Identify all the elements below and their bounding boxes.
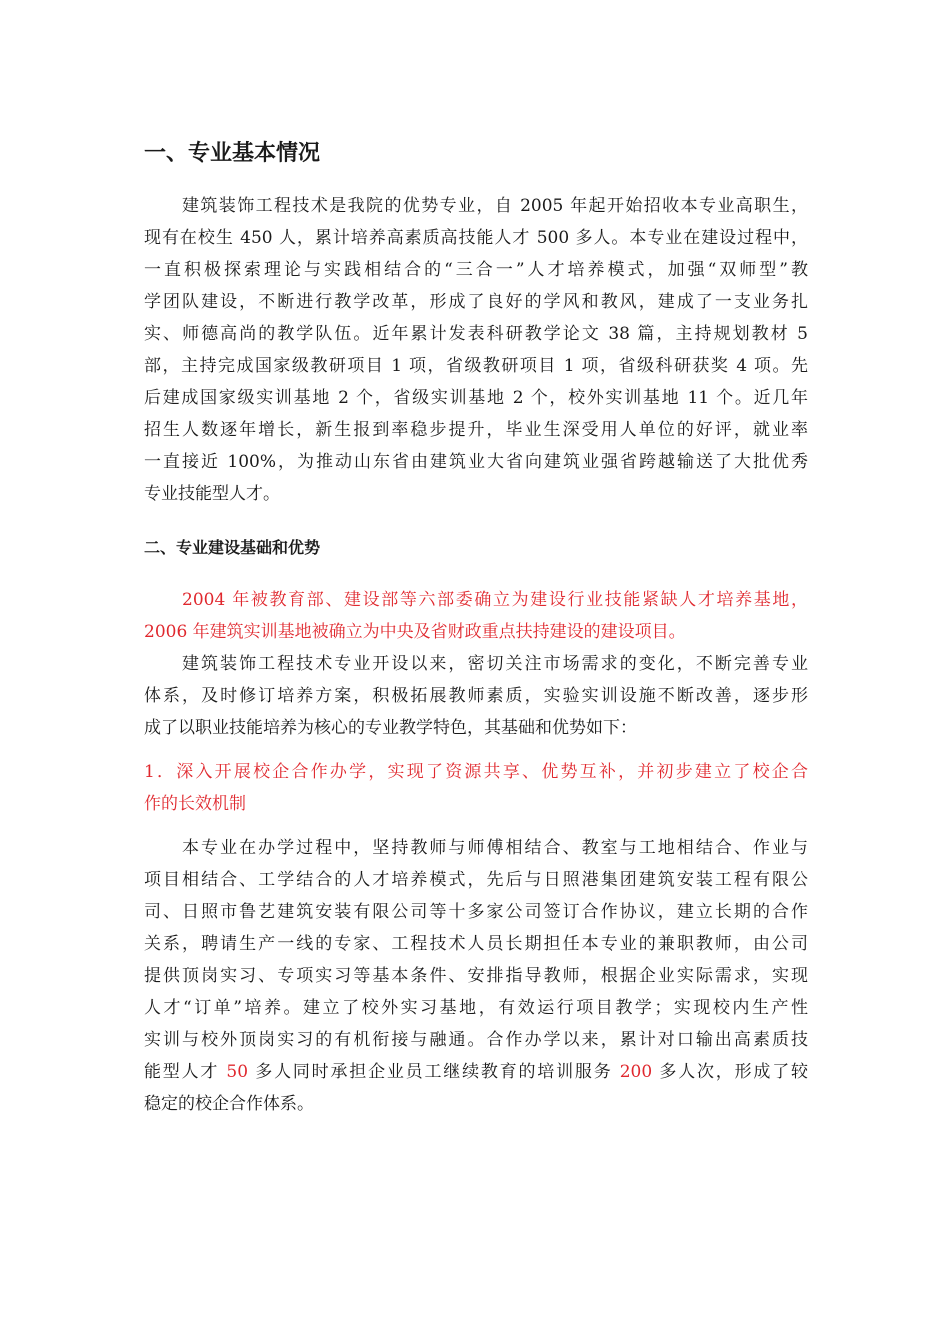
paragraph-line: 成了以职业技能培养为核心的专业教学特色，其基础和优势如下： bbox=[144, 718, 637, 738]
paragraph-line: 项目相结合、工学结合的人才培养模式，先后与日照港集团建筑安装工程有限公 bbox=[144, 870, 808, 890]
paragraph-line: 一直积极探索理论与实践相结合的“三合一”人才培养模式，加强“双师型”教 bbox=[144, 260, 808, 280]
paragraph-line: 本专业在办学过程中，坚持教师与师傅相结合、教室与工地相结合、作业与 bbox=[182, 838, 808, 858]
paragraph-line: 稳定的校企合作体系。 bbox=[144, 1094, 314, 1114]
paragraph-line: 关系，聘请生产一线的专家、工程技术人员长期担任本专业的兼职教师，由公司 bbox=[144, 934, 808, 954]
paragraph-line: 学团队建设，不断进行教学改革，形成了良好的学风和教风，建成了一支业务扎 bbox=[144, 292, 808, 312]
highlight-line: 2006 年建筑实训基地被确立为中央及省财政重点扶持建设的建设项目。 bbox=[144, 622, 686, 642]
section-1-paragraph bbox=[144, 190, 808, 510]
paragraph-line: 司、日照市鲁艺建筑安装有限公司等十多家公司签订合作协议，建立长期的合作 bbox=[144, 902, 808, 922]
highlight-number: 50 bbox=[226, 1062, 249, 1082]
paragraph-line: 建筑装饰工程技术是我院的优势专业，自 2005 年起开始招收本专业高职生， bbox=[182, 196, 808, 216]
subsection-1-paragraph bbox=[144, 832, 808, 1120]
paragraph-line: 后建成国家级实训基地 2 个，省级实训基地 2 个，校外实训基地 11 个。近几年 bbox=[144, 388, 808, 408]
paragraph-line: 部，主持完成国家级教研项目 1 项，省级教研项目 1 项，省级科研获奖 4 项。先 bbox=[144, 356, 808, 376]
highlight-line: 2004 年被教育部、建设部等六部委确立为建设行业技能紧缺人才培养基地， bbox=[182, 590, 808, 610]
highlight-paragraph bbox=[144, 584, 808, 648]
paragraph-line: 提供顶岗实习、专项实习等基本条件、安排指导教师，根据企业实际需求，实现 bbox=[144, 966, 808, 986]
paragraph-line: 实训与校外顶岗实习的有机衔接与融通。合作办学以来，累计对口输出高素质技 bbox=[144, 1030, 808, 1050]
subsection-1-heading bbox=[144, 756, 808, 820]
text-fragment: 多人同时承担企业员工继续教育的培训服务 bbox=[248, 1062, 620, 1082]
paragraph-line: 实、师德高尚的教学队伍。近年累计发表科研教学论文 38 篇，主持规划教材 5 bbox=[144, 324, 808, 344]
paragraph-line: 专业技能型人才。 bbox=[144, 484, 280, 504]
paragraph-line-mixed bbox=[144, 1056, 808, 1088]
paragraph-line: 体系，及时修订培养方案，积极拓展教师素质，实验实训设施不断改善，逐步形 bbox=[144, 686, 808, 706]
paragraph-line: 一直接近 100%，为推动山东省由建筑业大省向建筑业强省跨越输送了大批优秀 bbox=[144, 452, 808, 472]
subheading-line: 1．深入开展校企合作办学，实现了资源共享、优势互补，并初步建立了校企合 bbox=[144, 762, 808, 782]
subheading-line: 作的长效机制 bbox=[144, 794, 246, 814]
paragraph-line: 招生人数逐年增长，新生报到率稳步提升，毕业生深受用人单位的好评，就业率 bbox=[144, 420, 808, 440]
paragraph-line: 人才“订单”培养。建立了校外实习基地，有效运行项目教学；实现校内生产性 bbox=[144, 998, 808, 1018]
section-1-heading: 一、专业基本情况 bbox=[144, 141, 321, 166]
section-2-heading: 二、专业建设基础和优势 bbox=[144, 538, 321, 557]
paragraph-line: 建筑装饰工程技术专业开设以来，密切关注市场需求的变化，不断完善专业 bbox=[182, 654, 808, 674]
text-fragment: 能型人才 bbox=[144, 1062, 227, 1082]
text-fragment: 多人次，形成了较 bbox=[652, 1062, 808, 1082]
paragraph-line: 现有在校生 450 人，累计培养高素质高技能人才 500 多人。本专业在建设过程中， bbox=[144, 228, 808, 248]
highlight-number: 200 bbox=[619, 1062, 653, 1082]
intro-paragraph bbox=[144, 648, 808, 744]
